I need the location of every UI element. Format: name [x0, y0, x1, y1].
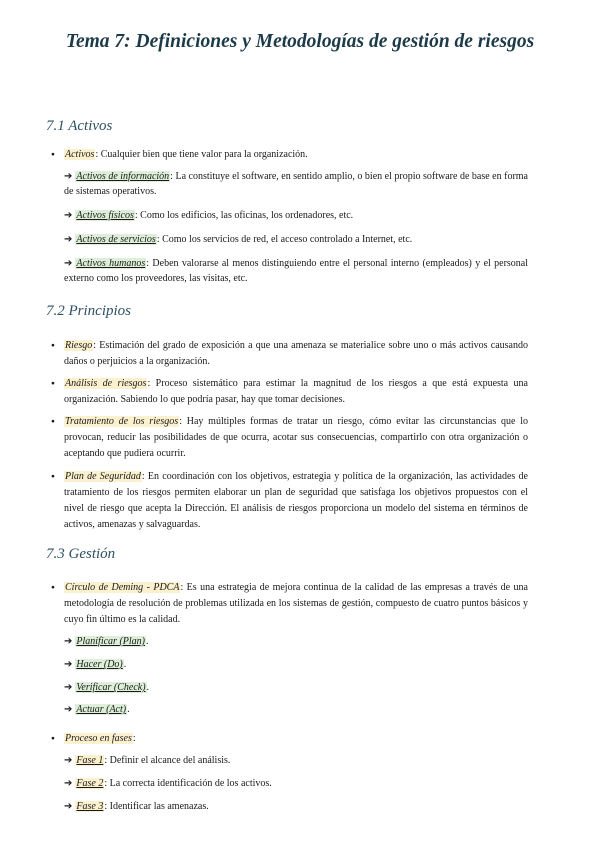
item-text: : Es una estrategia de mejora continua de la calidad de las empresas a través de una metodología de resolución de problemas utilizada en los sistemas de gestión, compuesto de cuatro puntos básicos y cuyo fin último es la calidad. [64, 582, 528, 625]
term-highlight: Activos físicos [76, 210, 134, 221]
term-highlight: Activos humanos [76, 258, 146, 269]
arrow-right-icon: ➔ [64, 234, 73, 245]
term-highlight: Hacer (Do) [76, 659, 123, 670]
arrow-right-icon: ➔ [64, 704, 73, 715]
section-heading-gestion: 7.3 Gestión [46, 546, 116, 562]
item-text: : [132, 733, 136, 744]
arrow-right-icon: ➔ [64, 636, 73, 647]
term-highlight: Tratamiento de los riesgos [65, 416, 179, 427]
sub-list-item [64, 702, 528, 717]
term-highlight: Fase 3 [76, 801, 104, 812]
item-text: . [146, 636, 149, 647]
term-highlight: Activos de información [76, 171, 170, 182]
sub-list-item [64, 799, 528, 814]
item-text: : Hay múltiples formas de tratar un riesgo, cómo evitar las circunstancias que lo provocan, reducir las posibilidades de que ocurra, acotar sus consecuencias, compartirlo con otra organización o aceptando que pudiera ocurrir. [64, 416, 528, 459]
arrow-right-icon: ➔ [64, 682, 73, 693]
arrow-right-icon: ➔ [64, 171, 73, 182]
item-text: : Proceso sistemático para estimar la magnitud de los riesgos a que está expuesta una organización. Sabiendo lo que podría pasar, hay que tomar decisiones. [64, 378, 528, 405]
sub-list-item [64, 256, 528, 286]
item-text: : En coordinación con los objetivos, estrategia y política de la organización, las actividades de tratamiento de los riesgos permiten elaborar un plan de seguridad que satisfaga los objetivos propuestos con el nivel de riesgo que acepta la Dirección. El análisis de riesgos proporciona un modelo del sistema en términos de activos, amenazas y salvaguardas. [64, 471, 528, 530]
list-item [64, 469, 528, 533]
item-text: : Estimación del grado de exposición a que una amenaza se materialice sobre uno o más activos causando daños o perjuicios a la organización. [64, 340, 528, 367]
item-text: . [123, 659, 127, 670]
sub-list-item [64, 753, 528, 768]
term-highlight: Verificar (Check) [76, 682, 146, 693]
list-item [64, 414, 528, 462]
item-text: : La correcta identificación de los activos. [104, 778, 272, 789]
item-text: . [127, 704, 130, 715]
sub-list-item [64, 232, 528, 247]
item-text: : Como los servicios de red, el acceso controlado a Internet, etc. [156, 234, 413, 245]
term-highlight: Análisis de riesgos [65, 378, 147, 389]
item-text: : Definir el alcance del análisis. [104, 755, 231, 766]
sub-list-item [64, 634, 528, 649]
section-heading-activos: 7.1 Activos [46, 118, 113, 134]
term-highlight: Activos [65, 149, 95, 160]
arrow-right-icon: ➔ [64, 755, 73, 766]
sub-list-item [64, 776, 528, 791]
arrow-right-icon: ➔ [64, 659, 73, 670]
list-item [64, 147, 528, 163]
page-title: Tema 7: Definiciones y Metodologías de gestión de riesgos [65, 31, 535, 52]
term-highlight: Fase 2 [76, 778, 104, 789]
term-highlight: Plan de Seguridad [65, 471, 141, 482]
term-highlight: Riesgo [65, 340, 93, 351]
term-highlight: Fase 1 [76, 755, 104, 766]
sub-list-item [64, 208, 528, 223]
item-text: : Cualquier bien que tiene valor para la organización. [95, 149, 308, 160]
list-item [64, 338, 528, 370]
section-heading-principios: 7.2 Principios [46, 303, 131, 319]
term-highlight: Proceso en fases [65, 733, 132, 744]
term-highlight: Actuar (Act) [76, 704, 127, 715]
term-highlight: Activos de servicios [76, 234, 156, 245]
item-text: : Deben valorarse al menos distinguiendo entre el personal interno (empleados) y el personal externo como los proveedores, las visitas, etc. [64, 258, 529, 284]
item-text: : La constituye el software, en sentido amplio, o bien el propio software de base en forma de sistemas operativos. [64, 171, 528, 197]
item-text: : Identificar las amenazas. [104, 801, 209, 812]
item-text: : Como los edificios, las oficinas, los ordenadores, etc. [134, 210, 354, 221]
arrow-right-icon: ➔ [64, 801, 73, 812]
item-text: . [146, 682, 150, 693]
arrow-right-icon: ➔ [64, 258, 73, 269]
sub-list-item [64, 657, 528, 672]
arrow-right-icon: ➔ [64, 210, 73, 221]
arrow-right-icon: ➔ [64, 778, 73, 789]
term-highlight: Planificar (Plan) [76, 636, 145, 647]
sub-list-item [64, 169, 528, 199]
list-item [64, 376, 528, 408]
list-item [64, 580, 528, 628]
sub-list-item [64, 680, 528, 695]
term-highlight: Círculo de Deming - PDCA [65, 582, 180, 593]
list-item [64, 731, 528, 747]
